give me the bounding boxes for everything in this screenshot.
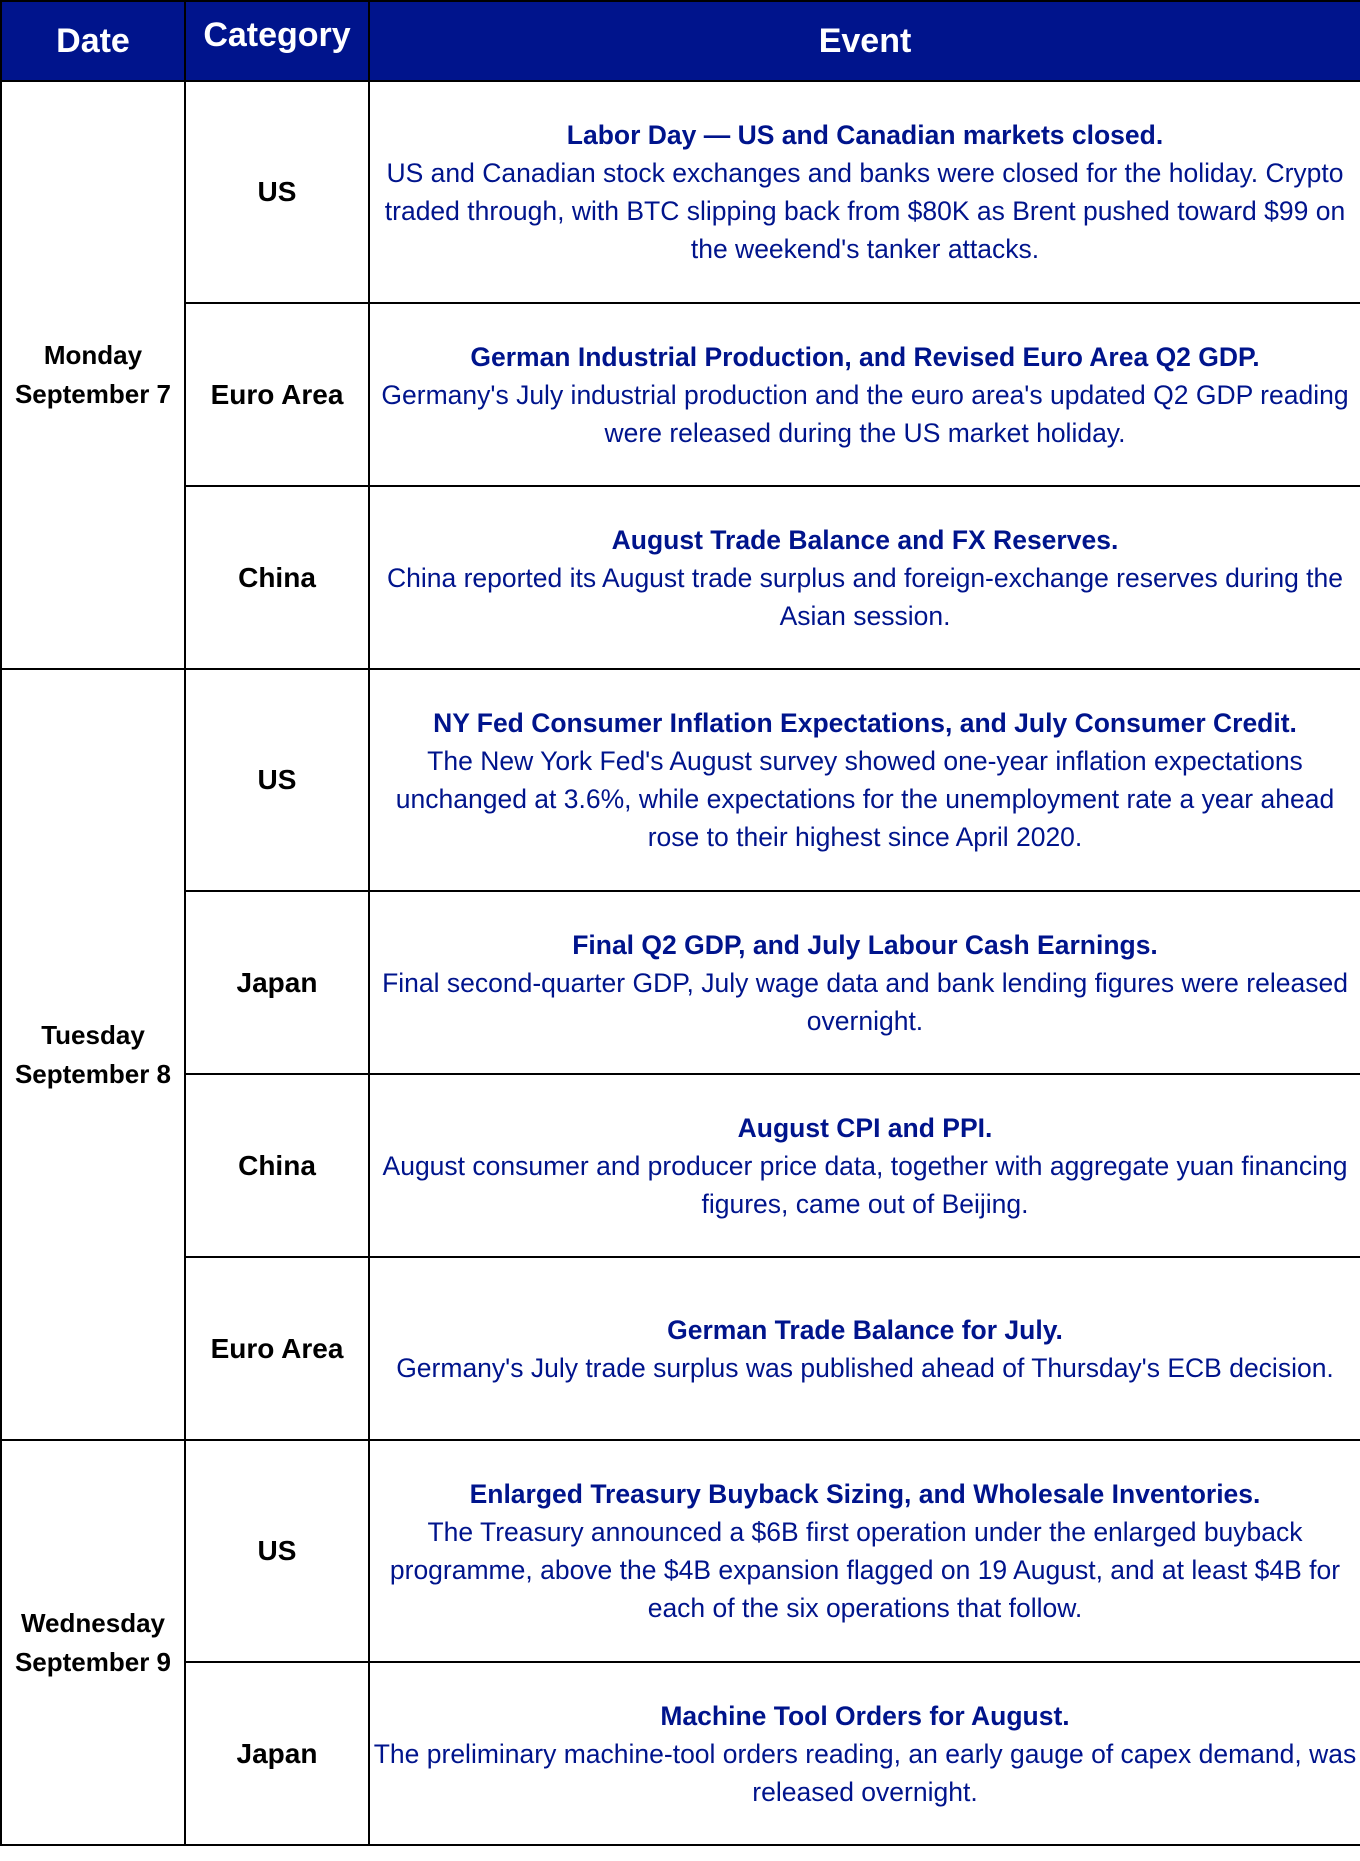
event-description: China reported its August trade surplus and foreign-exchange reserves during the Asian session. bbox=[386, 562, 1344, 631]
event-title: August Trade Balance and FX Reserves. bbox=[611, 524, 1119, 555]
event-cell bbox=[369, 1257, 1360, 1440]
category-column-header: Category bbox=[185, 1, 369, 81]
event-title: Enlarged Treasury Buyback Sizing, and Wholesale Inventories. bbox=[469, 1479, 1261, 1509]
event-description: The Treasury announced a $6B first operation under the enlarged buyback programme, above the $4B expansion flagged on 19 August, and at least $4B for each of the six operations that follow. bbox=[389, 1517, 1341, 1623]
table-row bbox=[1, 81, 1360, 303]
event-cell bbox=[369, 486, 1360, 669]
date-cell-wednesday bbox=[1, 1440, 185, 1845]
event-column-header: Event bbox=[369, 1, 1360, 81]
table-row bbox=[1, 1257, 1360, 1440]
event-title: German Trade Balance for July. bbox=[667, 1314, 1063, 1345]
category-cell: China bbox=[185, 486, 369, 669]
event-description: The preliminary machine-tool orders reading, an early gauge of capex demand, was released overnight. bbox=[373, 1738, 1357, 1807]
event-title: August CPI and PPI. bbox=[737, 1112, 993, 1143]
date-cell-monday bbox=[1, 81, 185, 669]
table-row bbox=[1, 1440, 1360, 1662]
table-row bbox=[1, 1662, 1360, 1845]
event-description: The New York Fed's August survey showed one-year inflation expectations unchanged at 3.6%, while expectations for the unemployment rate a year ahead rose to their highest since April 2020. bbox=[395, 746, 1335, 852]
table-row bbox=[1, 303, 1360, 486]
day-date: September 8 bbox=[14, 1058, 172, 1089]
event-cell bbox=[369, 1074, 1360, 1257]
category-cell: US bbox=[185, 669, 369, 891]
event-cell bbox=[369, 1662, 1360, 1845]
day-date: September 7 bbox=[14, 379, 172, 409]
category-cell: Japan bbox=[185, 891, 369, 1074]
category-cell: Euro Area bbox=[185, 303, 369, 486]
day-name: Wednesday bbox=[20, 1607, 165, 1638]
event-description: Final second-quarter GDP, July wage data and bank lending figures were released overnight. bbox=[382, 967, 1348, 1036]
event-cell bbox=[369, 669, 1360, 891]
day-name: Tuesday bbox=[41, 1019, 145, 1050]
category-cell: Japan bbox=[185, 1662, 369, 1845]
table-row bbox=[1, 891, 1360, 1074]
event-title: German Industrial Production, and Revised Euro Area Q2 GDP. bbox=[470, 341, 1260, 372]
event-description: US and Canadian stock exchanges and banks were closed for the holiday. Crypto traded through, with BTC slipping back from $80K as Brent pushed toward $99 on the weekend's tanker attacks. bbox=[384, 158, 1346, 264]
day-date: September 9 bbox=[14, 1646, 172, 1677]
table-row bbox=[1, 486, 1360, 669]
event-title: Labor Day — US and Canadian markets closed. bbox=[566, 120, 1164, 150]
category-cell: China bbox=[185, 1074, 369, 1257]
event-cell bbox=[369, 891, 1360, 1074]
date-column-header: Date bbox=[1, 1, 185, 81]
category-cell: US bbox=[185, 1440, 369, 1662]
event-title: NY Fed Consumer Inflation Expectations, and July Consumer Credit. bbox=[433, 708, 1297, 738]
table-row bbox=[1, 669, 1360, 891]
table-row bbox=[1, 1074, 1360, 1257]
event-description: Germany's July trade surplus was published ahead of Thursday's ECB decision. bbox=[396, 1352, 1334, 1383]
event-description: Germany's July industrial production and the euro area's updated Q2 GDP reading were released during the US market holiday. bbox=[381, 379, 1349, 448]
event-title: Machine Tool Orders for August. bbox=[660, 1700, 1070, 1731]
event-cell bbox=[369, 81, 1360, 303]
event-cell bbox=[369, 1440, 1360, 1662]
day-name: Monday bbox=[43, 340, 143, 370]
event-description: August consumer and producer price data, together with aggregate yuan financing figures, came out of Beijing. bbox=[382, 1150, 1348, 1219]
header-row bbox=[1, 1, 1360, 81]
category-cell: US bbox=[185, 81, 369, 303]
event-title: Final Q2 GDP, and July Labour Cash Earnings. bbox=[572, 929, 1158, 960]
event-cell bbox=[369, 303, 1360, 486]
category-cell: Euro Area bbox=[185, 1257, 369, 1440]
date-cell-tuesday bbox=[1, 669, 185, 1440]
